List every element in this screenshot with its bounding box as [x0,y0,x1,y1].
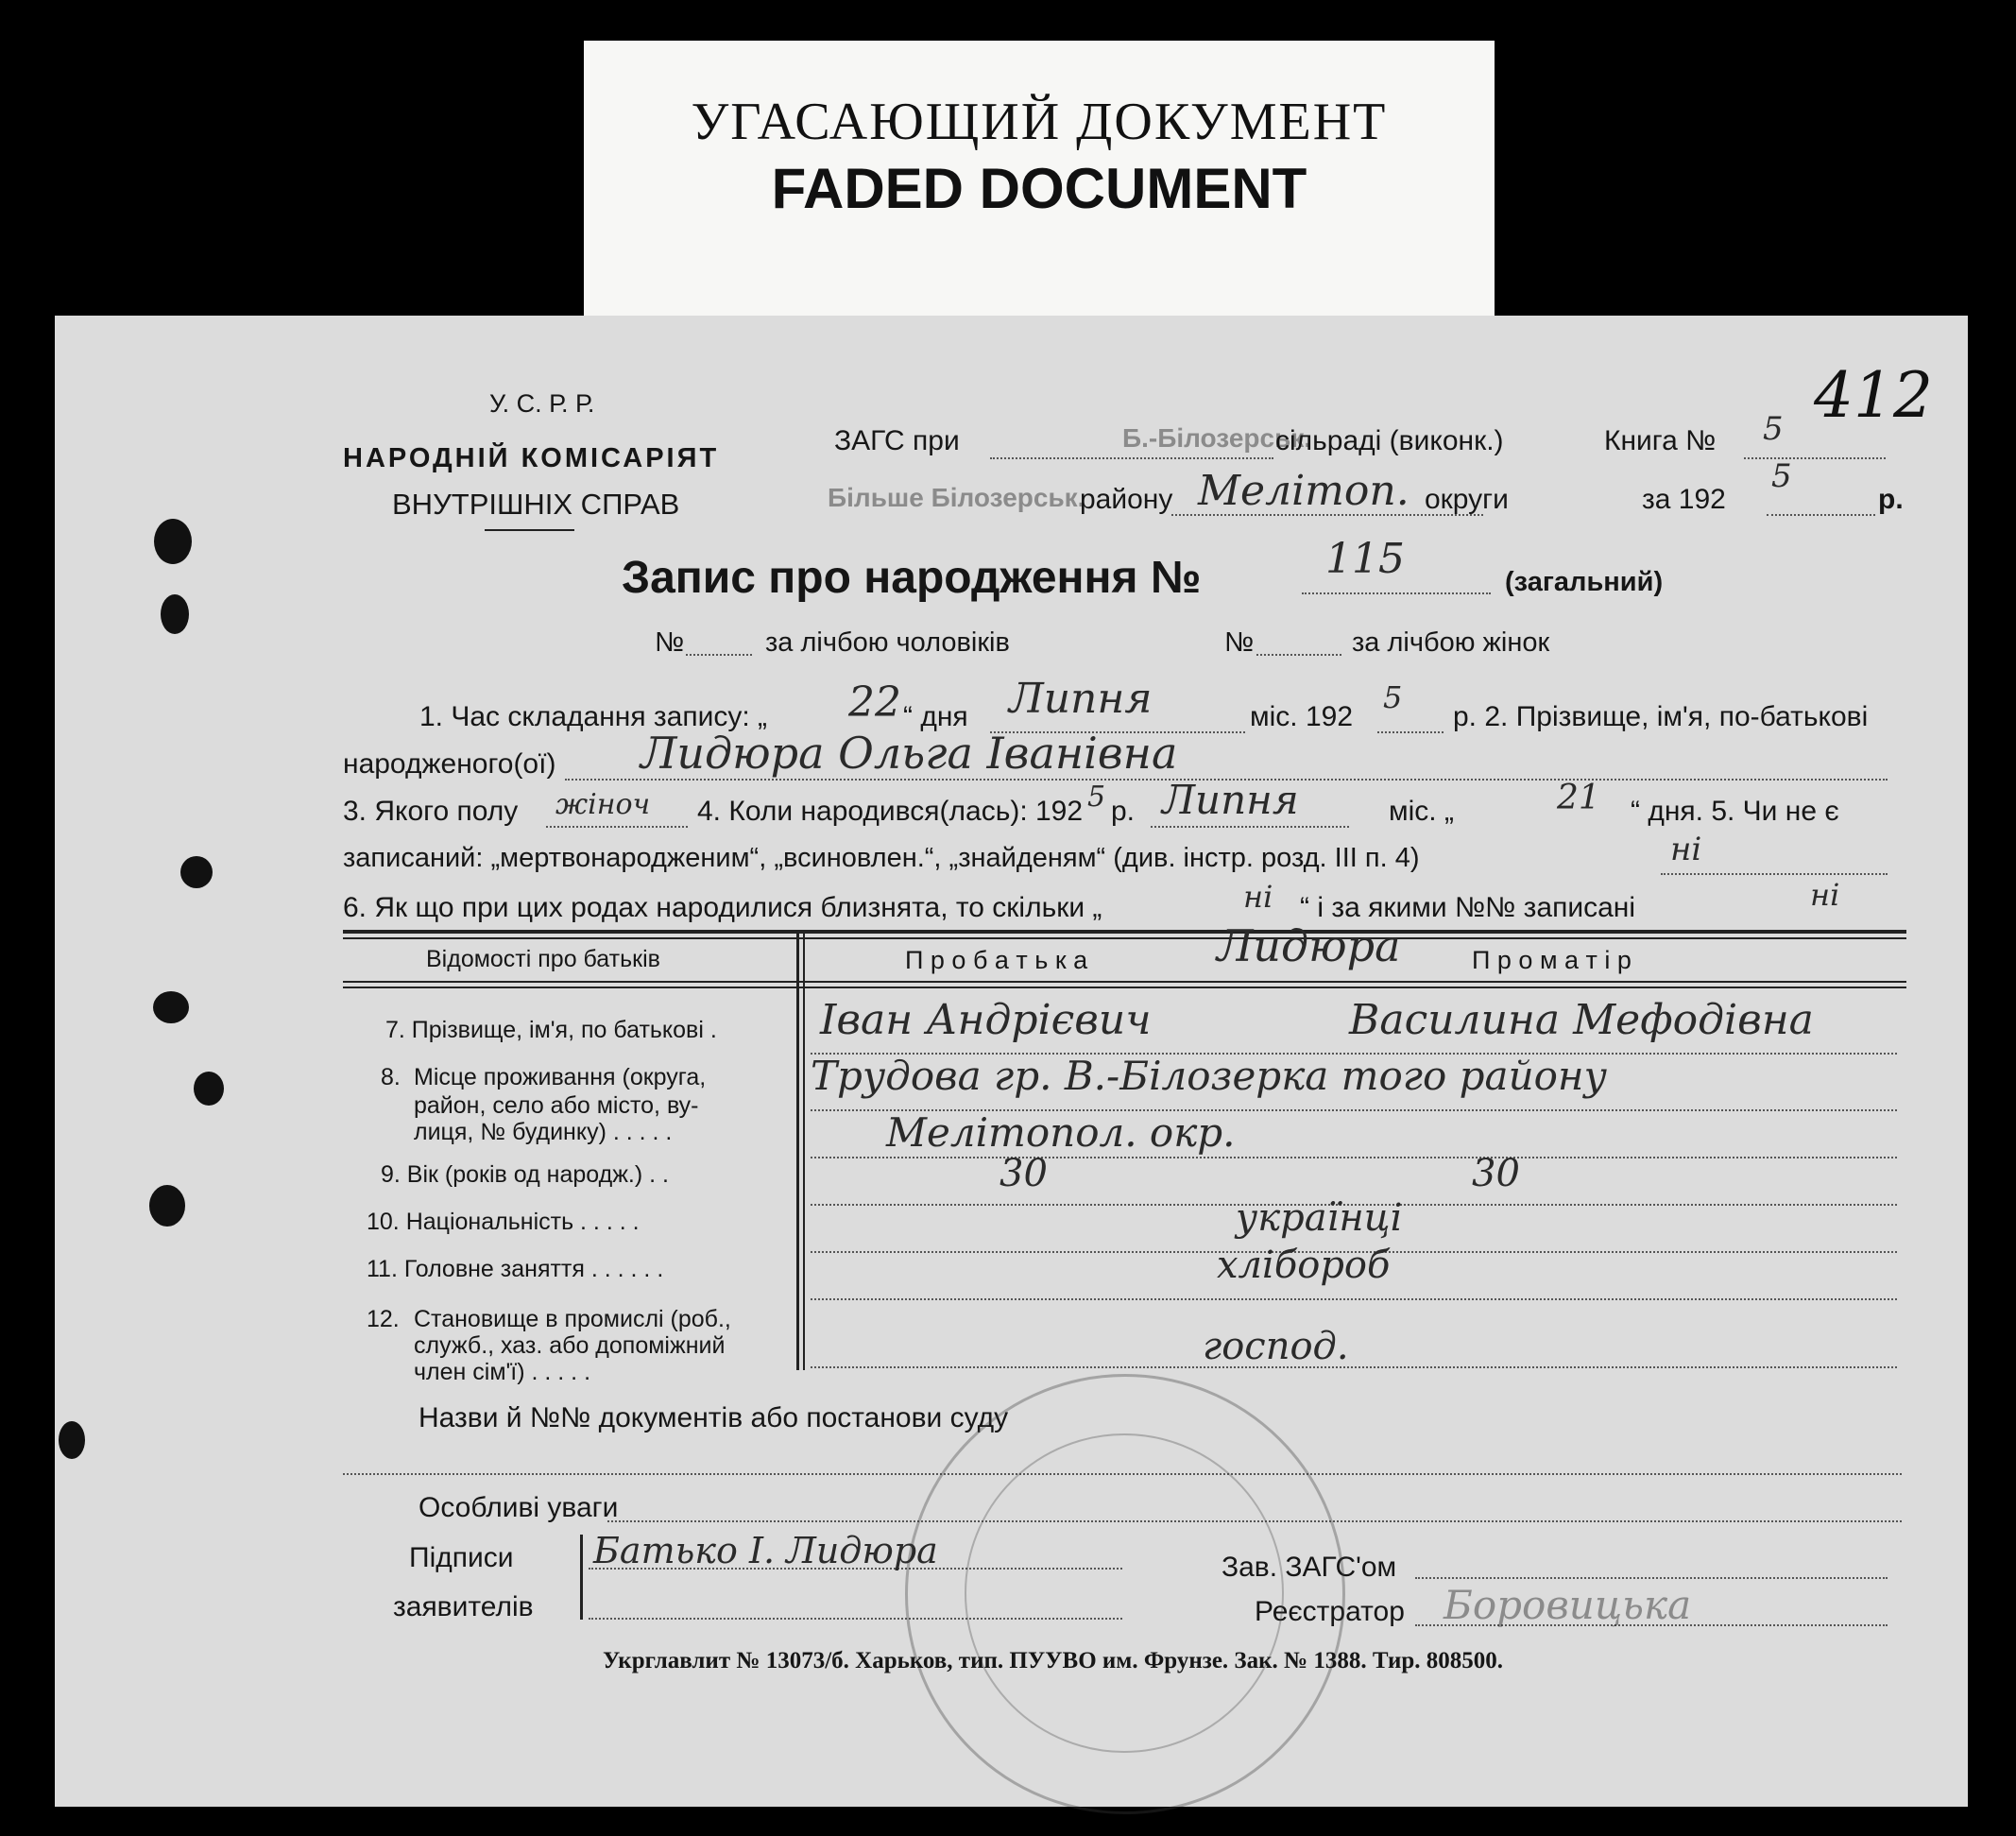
usrr-label: У. С. Р. Р. [489,389,595,418]
punch-hole [194,1072,224,1106]
line1-day-label: “ дня [903,701,968,732]
punch-hole [153,991,189,1023]
year-digit-handwritten: 5 [1771,457,1792,495]
silrada-label: сільраді (виконк.) [1275,425,1504,456]
record-month-handwritten: Липня [1009,675,1153,723]
record-year-handwritten: 5 [1383,679,1403,715]
record-day-handwritten: 22 [848,678,901,727]
row10-label: 10. Національність . . . . . [367,1209,640,1235]
twins-numbers-handwritten: ні [1810,877,1840,913]
line3-year-suffix: р. [1111,796,1136,827]
zags-label: ЗАГС при [834,425,960,456]
men-no-label: № [655,627,685,658]
status-handwritten: господ. [1203,1325,1349,1368]
commissariat-line-1: НАРОДНІЙ КОМІСАРІЯТ [343,443,720,473]
line3-month-label: міс. „ [1389,796,1454,827]
district-stamp-text: Більше Білозерськ. [828,483,1085,512]
year-label: за 192 [1642,484,1726,515]
table-header-info: Відомості про батьків [426,946,660,972]
punch-hole [59,1421,85,1459]
okruha-handwritten: Мелітоп. [1198,467,1409,515]
banner-english: FADED DOCUMENT [771,157,1307,220]
table-column-divider [796,930,799,1370]
row11-label: 11. Головне заняття . . . . . . [367,1256,664,1282]
birth-month-handwritten: Липня [1162,777,1299,823]
registrar-signature: Боровицька [1444,1582,1692,1628]
row8-label-2: район, село або місто, ву- [414,1092,699,1119]
line4-stillborn-label: записаний: „мертвонародженим“, „всиновлен.“, „знайденям“ (див. інстр. розд. III п. 4) [343,843,1420,873]
zags-head-label: Зав. ЗАГС'ом [1222,1552,1397,1583]
nationality-handwritten: українці [1236,1196,1403,1240]
line5-numbers-label: “ і за якими №№ записані [1300,892,1636,923]
punch-hole [180,856,213,888]
row8-label-1: Місце проживання (округа, [414,1064,707,1090]
line1-surname-label: р. 2. Прізвище, ім'я, по-батькові [1453,701,1869,732]
row12-label-2: служб., хаз. або допоміжний [414,1332,726,1359]
stillborn-handwritten: ні [1670,831,1702,868]
record-number-handwritten: 115 [1325,535,1405,583]
residence-line-2-handwritten: Мелітопол. окр. [886,1109,1236,1156]
row12-label-1: Становище в промислі (роб., [414,1306,731,1332]
men-count-label: за лічбою чоловіків [765,627,1010,658]
book-label: Книга № [1604,425,1717,456]
line3-day-label: “ дня. 5. Чи не є [1631,796,1839,827]
faded-document-banner [584,41,1495,324]
women-count-label: за лічбою жінок [1352,627,1550,658]
signatures-label-2: заявителів [393,1591,534,1622]
table-header-mother: П р о м а т і р [1472,946,1632,974]
year-suffix: р. [1878,484,1904,515]
registrar-label: Реєстратор [1255,1596,1405,1627]
signatures-label-1: Підписи [409,1542,514,1573]
residence-line-1-handwritten: Трудова гр. В.-Білозерка того району [811,1053,1607,1099]
row12-number: 12. [367,1306,400,1332]
signature-bracket [580,1535,583,1620]
table-column-divider-2 [803,930,805,1370]
row8-label-3: лиця, № будинку) . . . . . [414,1119,673,1145]
table-header-father: П р о б а т ь к а [905,946,1088,974]
general-label: (загальний) [1505,567,1664,597]
row8-number: 8. [381,1064,401,1090]
printer-imprint: Укрглавлит № 13073/б. Харьков, тип. ПУУВО им. Фрунзе. Зак. № 1388. Тир. 808500. [603,1648,1504,1673]
line2-child-label: народженого(ої) [343,748,556,780]
banner-russian: УГАСАЮЩИЙ ДОКУМЕНТ [691,93,1388,151]
father-name-handwritten: Іван Андрієвич [820,996,1152,1044]
women-no-label: № [1224,627,1255,658]
row12-label-3: член сім'ї) . . . . . [414,1359,591,1385]
punch-hole [149,1185,185,1227]
village-stamp-text: Б.-Білозерськ. [1122,423,1312,453]
table-header-rule-2 [343,987,1906,988]
table-top-rule-2 [343,937,1906,939]
punch-hole [161,594,189,634]
applicant-signature: Батько І. Лидюра [593,1530,938,1571]
punch-hole [154,519,192,564]
documents-label: Назви й №№ документів або постанови суду [419,1402,1009,1433]
father-age-handwritten: 30 [999,1152,1048,1195]
mother-name-handwritten: Василина Мефодівна [1349,996,1814,1044]
okruha-label: округи [1425,484,1509,515]
line3-birth-label: 4. Коли народився(лась): 192 [697,796,1084,827]
line1-time-label: 1. Час складання запису: „ [419,701,768,732]
line1-month-label: міс. 192 [1250,701,1354,732]
table-top-rule [343,930,1906,934]
record-title: Запис про народження № [622,553,1202,603]
child-name-handwritten: Лидюра Ольга Іванівна [641,728,1178,779]
surname-over-header-handwritten: Лидюра [1217,920,1401,971]
line5-twins-label: 6. Як що при цих родах народилися близнята, то скільки „ [343,892,1102,923]
birth-day-handwritten: 21 [1557,779,1600,817]
birth-year-handwritten: 5 [1087,781,1106,814]
occupation-handwritten: хлібороб [1217,1244,1391,1287]
sex-handwritten: жіноч [555,788,651,821]
line3-sex-label: 3. Якого полу [343,796,519,827]
district-label: району [1080,484,1173,515]
row7-label: 7. Прізвище, ім'я, по батькові . [385,1017,717,1043]
remarks-label: Особливі уваги [419,1492,619,1523]
mother-age-handwritten: 30 [1472,1152,1520,1195]
table-header-rule [343,981,1906,983]
book-number-handwritten: 5 [1763,410,1784,448]
birth-record-card [55,316,1968,1807]
divider [485,529,574,531]
commissariat-line-2: ВНУТРІШНІХ СПРАВ [392,488,680,521]
row9-label: 9. Вік (років од народж.) . . [381,1161,669,1188]
archive-number: 412 [1814,359,1933,432]
official-stamp [905,1374,1345,1814]
twins-handwritten: ні [1243,879,1273,915]
